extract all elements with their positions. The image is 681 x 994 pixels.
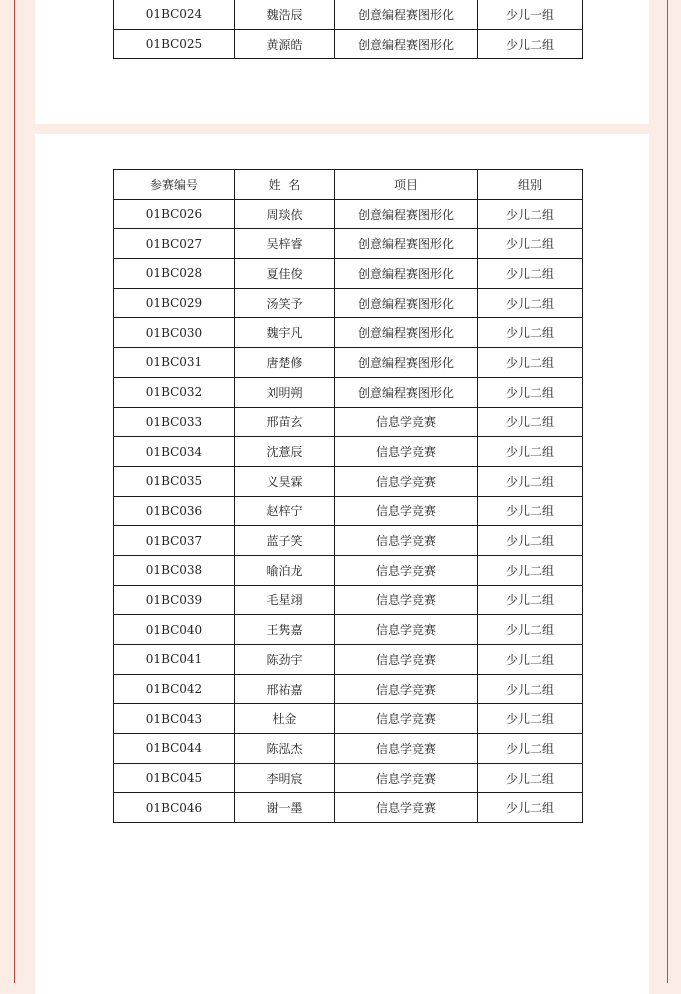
cell-id: 01BC045 xyxy=(114,763,235,793)
cell-project: 信息学竞赛 xyxy=(335,555,478,585)
table-row xyxy=(114,199,583,229)
cell-name: 魏宇凡 xyxy=(235,318,335,348)
cell-project: 信息学竞赛 xyxy=(335,437,478,467)
cell-name: 陈泓杰 xyxy=(235,734,335,764)
header-row xyxy=(114,170,583,200)
table-row xyxy=(114,704,583,734)
cell-project: 信息学竞赛 xyxy=(335,763,478,793)
cell-id: 01BC028 xyxy=(114,259,235,289)
cell-name: 喻泊龙 xyxy=(235,555,335,585)
cell-name: 夏佳俊 xyxy=(235,259,335,289)
table-row xyxy=(114,585,583,615)
page-bottom xyxy=(35,134,649,994)
cell-group: 少儿二组 xyxy=(478,437,583,467)
table-header xyxy=(114,170,583,200)
cell-id: 01BC032 xyxy=(114,377,235,407)
table-row xyxy=(114,466,583,496)
cell-group: 少儿二组 xyxy=(478,674,583,704)
cell-name: 吴梓睿 xyxy=(235,229,335,259)
table-row xyxy=(114,288,583,318)
cell-id: 01BC046 xyxy=(114,793,235,823)
cell-project: 信息学竞赛 xyxy=(335,615,478,645)
cell-id: 01BC040 xyxy=(114,615,235,645)
cell-group: 少儿二组 xyxy=(478,793,583,823)
cell-name: 汤笑予 xyxy=(235,288,335,318)
header-group: 组别 xyxy=(478,170,583,200)
table-row xyxy=(114,763,583,793)
cell-project: 创意编程赛图形化 xyxy=(335,318,478,348)
table-body xyxy=(114,199,583,822)
table-row xyxy=(114,496,583,526)
cell-group: 少儿二组 xyxy=(478,259,583,289)
cell-id: 01BC029 xyxy=(114,288,235,318)
cell-id: 01BC026 xyxy=(114,199,235,229)
cell-id: 01BC033 xyxy=(114,407,235,437)
cell-id: 01BC039 xyxy=(114,585,235,615)
table-row xyxy=(114,377,583,407)
cell-group: 少儿二组 xyxy=(478,526,583,556)
cell-name: 蓝子笑 xyxy=(235,526,335,556)
cell-group: 少儿二组 xyxy=(478,466,583,496)
cell-project: 信息学竞赛 xyxy=(335,585,478,615)
page-top xyxy=(35,0,649,124)
cell-name: 刘明朔 xyxy=(235,377,335,407)
table-body xyxy=(114,0,583,59)
cell-project: 信息学竞赛 xyxy=(335,704,478,734)
cell-group: 少儿二组 xyxy=(478,734,583,764)
table-row xyxy=(114,348,583,378)
cell-project: 信息学竞赛 xyxy=(335,496,478,526)
cell-group: 少儿二组 xyxy=(478,555,583,585)
table-row xyxy=(114,793,583,823)
participants-table xyxy=(113,169,583,823)
cell-group: 少儿二组 xyxy=(478,585,583,615)
cell-id: 01BC027 xyxy=(114,229,235,259)
cell-group: 少儿二组 xyxy=(478,496,583,526)
table-row xyxy=(114,318,583,348)
table-row xyxy=(114,734,583,764)
cell-id: 01BC034 xyxy=(114,437,235,467)
cell-name: 陈劲宇 xyxy=(235,645,335,675)
table-row xyxy=(114,526,583,556)
cell-project: 创意编程赛图形化 xyxy=(335,229,478,259)
cell-project: 创意编程赛图形化 xyxy=(335,288,478,318)
cell-project: 创意编程赛图形化 xyxy=(335,348,478,378)
cell-name: 邢祐嘉 xyxy=(235,674,335,704)
cell-name: 毛星翊 xyxy=(235,585,335,615)
cell-id: 01BC035 xyxy=(114,466,235,496)
header-name: 姓 名 xyxy=(235,170,335,200)
cell-name: 赵梓宁 xyxy=(235,496,335,526)
cell-id: 01BC043 xyxy=(114,704,235,734)
cell-id: 01BC031 xyxy=(114,348,235,378)
cell-group: 少儿二组 xyxy=(478,348,583,378)
cell-project: 创意编程赛图形化 xyxy=(335,199,478,229)
cell-id: 01BC038 xyxy=(114,555,235,585)
participants-table-continued xyxy=(113,0,583,59)
cell-project: 信息学竞赛 xyxy=(335,674,478,704)
cell-id: 01BC024 xyxy=(114,0,235,29)
cell-project: 信息学竞赛 xyxy=(335,526,478,556)
cell-id: 01BC042 xyxy=(114,674,235,704)
cell-group: 少儿二组 xyxy=(478,229,583,259)
cell-group: 少儿二组 xyxy=(478,318,583,348)
cell-project: 信息学竞赛 xyxy=(335,734,478,764)
header-id: 参赛编号 xyxy=(114,170,235,200)
table-row xyxy=(114,29,583,59)
right-margin-rule xyxy=(667,0,668,983)
cell-group: 少儿二组 xyxy=(478,407,583,437)
cell-name: 黄源皓 xyxy=(235,29,335,59)
cell-project: 信息学竞赛 xyxy=(335,645,478,675)
cell-name: 王隽嘉 xyxy=(235,615,335,645)
cell-project: 创意编程赛图形化 xyxy=(335,0,478,29)
table-row xyxy=(114,259,583,289)
table-row xyxy=(114,645,583,675)
cell-project: 创意编程赛图形化 xyxy=(335,377,478,407)
table-row xyxy=(114,437,583,467)
cell-name: 杜金 xyxy=(235,704,335,734)
cell-name: 沈薏辰 xyxy=(235,437,335,467)
table-row xyxy=(114,229,583,259)
cell-name: 周琰依 xyxy=(235,199,335,229)
cell-id: 01BC037 xyxy=(114,526,235,556)
cell-group: 少儿二组 xyxy=(478,288,583,318)
cell-name: 谢一墨 xyxy=(235,793,335,823)
cell-group: 少儿二组 xyxy=(478,29,583,59)
cell-project: 信息学竞赛 xyxy=(335,407,478,437)
header-project: 项目 xyxy=(335,170,478,200)
cell-id: 01BC030 xyxy=(114,318,235,348)
cell-name: 邢苗玄 xyxy=(235,407,335,437)
cell-name: 唐楚修 xyxy=(235,348,335,378)
cell-id: 01BC041 xyxy=(114,645,235,675)
cell-project: 创意编程赛图形化 xyxy=(335,29,478,59)
cell-project: 信息学竞赛 xyxy=(335,466,478,496)
cell-group: 少儿二组 xyxy=(478,763,583,793)
cell-group: 少儿二组 xyxy=(478,645,583,675)
cell-id: 01BC044 xyxy=(114,734,235,764)
cell-id: 01BC025 xyxy=(114,29,235,59)
cell-name: 李明宸 xyxy=(235,763,335,793)
cell-project: 信息学竞赛 xyxy=(335,793,478,823)
table-row xyxy=(114,674,583,704)
cell-id: 01BC036 xyxy=(114,496,235,526)
cell-group: 少儿一组 xyxy=(478,0,583,29)
left-margin-rule xyxy=(14,0,15,983)
table-row xyxy=(114,615,583,645)
table-row xyxy=(114,555,583,585)
table-row xyxy=(114,0,583,29)
cell-name: 义昊霖 xyxy=(235,466,335,496)
cell-group: 少儿二组 xyxy=(478,199,583,229)
cell-group: 少儿二组 xyxy=(478,377,583,407)
cell-group: 少儿二组 xyxy=(478,615,583,645)
table-row xyxy=(114,407,583,437)
cell-project: 创意编程赛图形化 xyxy=(335,259,478,289)
cell-group: 少儿二组 xyxy=(478,704,583,734)
cell-name: 魏浩辰 xyxy=(235,0,335,29)
